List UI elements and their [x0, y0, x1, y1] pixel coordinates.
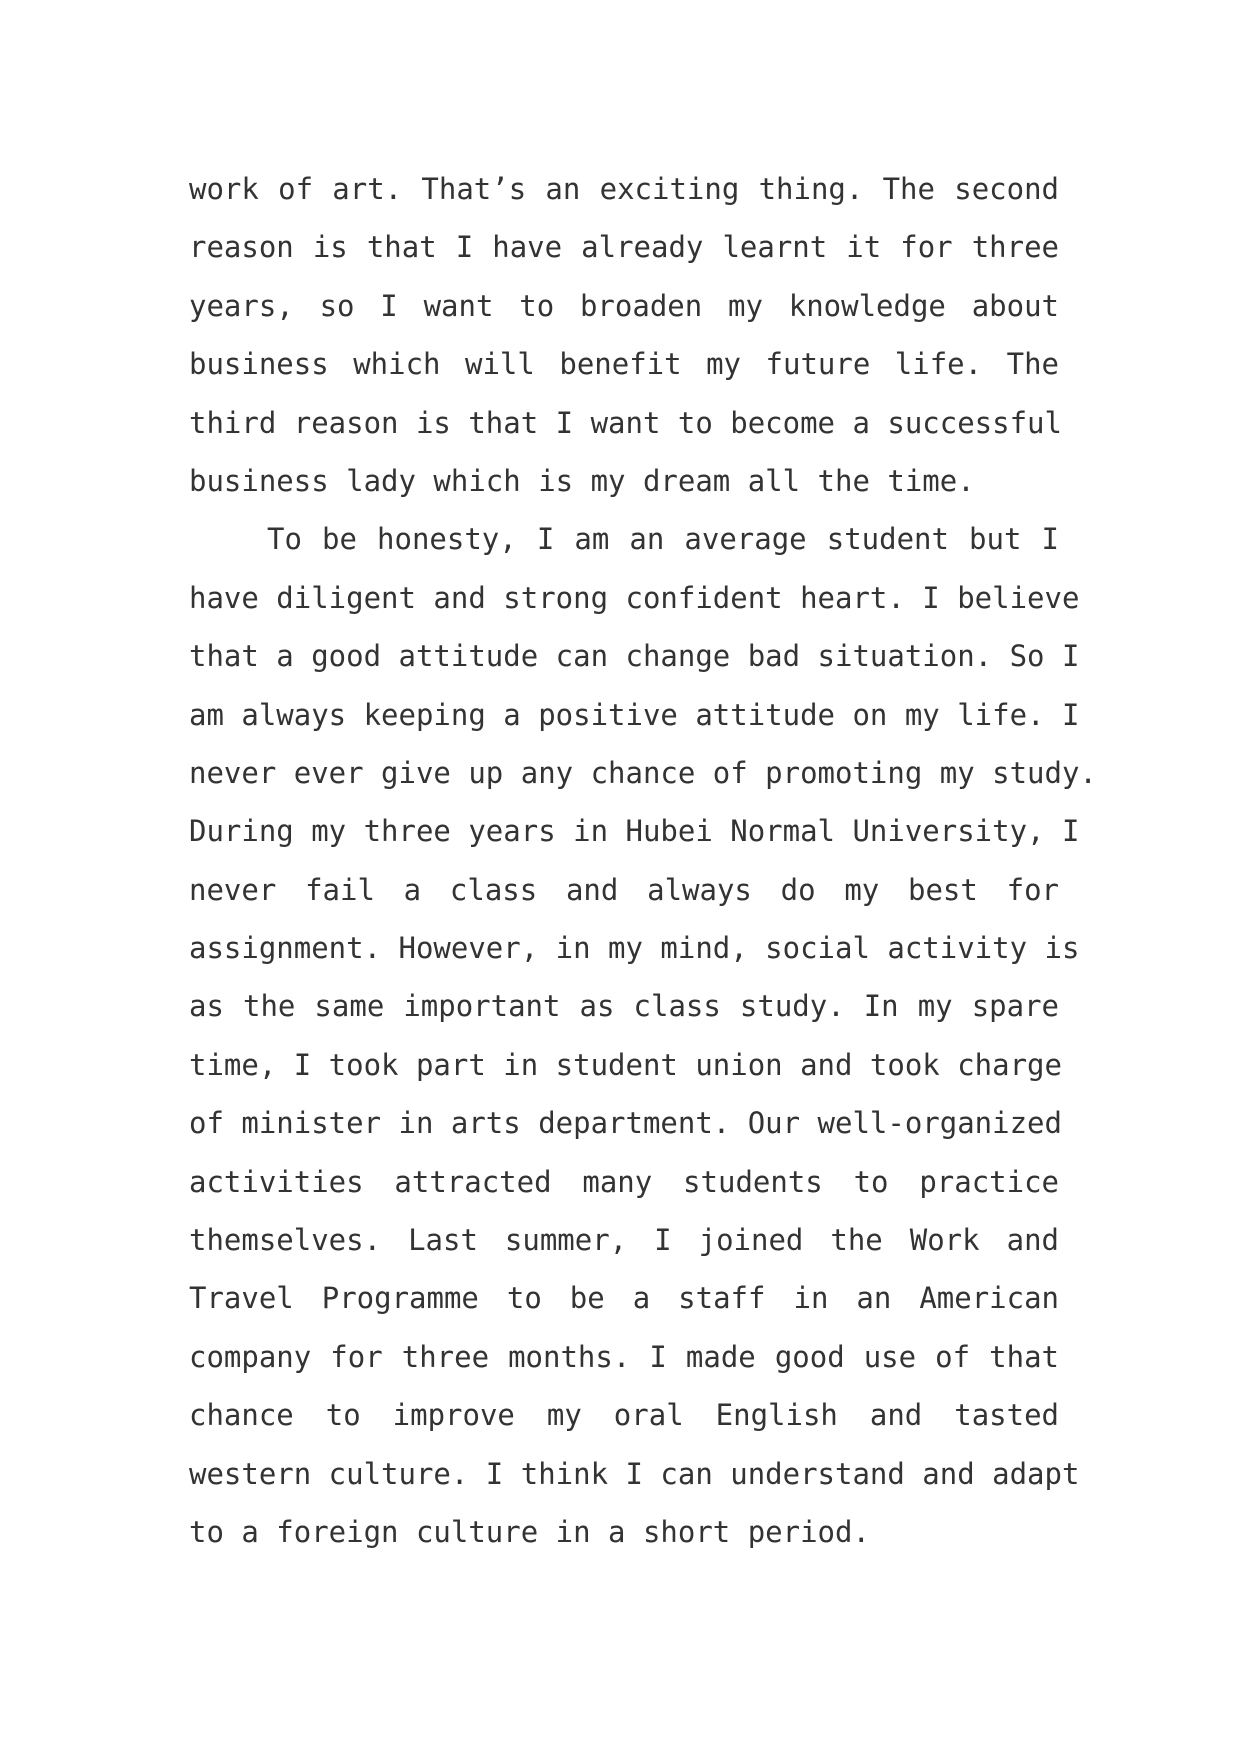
text-line: themselves. Last summer, I joined the Work and	[189, 1223, 1059, 1258]
text-line: During my three years in Hubei Normal University, I	[189, 814, 1080, 849]
text-line: of minister in arts department. Our well-organized	[189, 1106, 1062, 1141]
paragraph	[189, 160, 1062, 510]
text-line: years, so I want to broaden my knowledge about	[189, 288, 1059, 323]
text-line: that a good attitude can change bad situation. So I	[189, 639, 1080, 674]
text-line: as the same important as class study. In my spare	[189, 989, 1059, 1024]
text-line: time, I took part in student union and took charge	[189, 1047, 1062, 1082]
text-line: company for three months. I made good use of that	[189, 1339, 1059, 1374]
text-line: western culture. I think I can understand and adapt	[189, 1456, 1080, 1491]
text-line: Travel Programme to be a staff in an American	[189, 1281, 1059, 1316]
text-line: never ever give up any chance of promoting my study.	[189, 755, 1097, 790]
text-line: have diligent and strong confident heart. I believe	[189, 580, 1080, 615]
text-line: third reason is that I want to become a successful	[189, 405, 1062, 440]
text-line: reason is that I have already learnt it for three	[189, 230, 1059, 265]
text-line: am always keeping a positive attitude on my life. I	[189, 697, 1080, 732]
text-line: never fail a class and always do my best for	[189, 872, 1059, 907]
text-line: chance to improve my oral English and tasted	[189, 1398, 1059, 1433]
text-line: to a foreign culture in a short period.	[189, 1514, 870, 1549]
body-text	[189, 160, 1097, 1561]
text-line: business lady which is my dream all the time.	[189, 463, 975, 498]
paragraph	[189, 510, 1097, 1561]
text-line: To be honesty, I am an average student but I	[267, 522, 1059, 557]
text-line: assignment. However, in my mind, social activity is	[189, 931, 1080, 966]
text-line: work of art. That’s an exciting thing. The second	[189, 172, 1059, 206]
text-line: activities attracted many students to practice	[189, 1164, 1059, 1199]
text-line: business which will benefit my future life. The	[189, 347, 1059, 382]
